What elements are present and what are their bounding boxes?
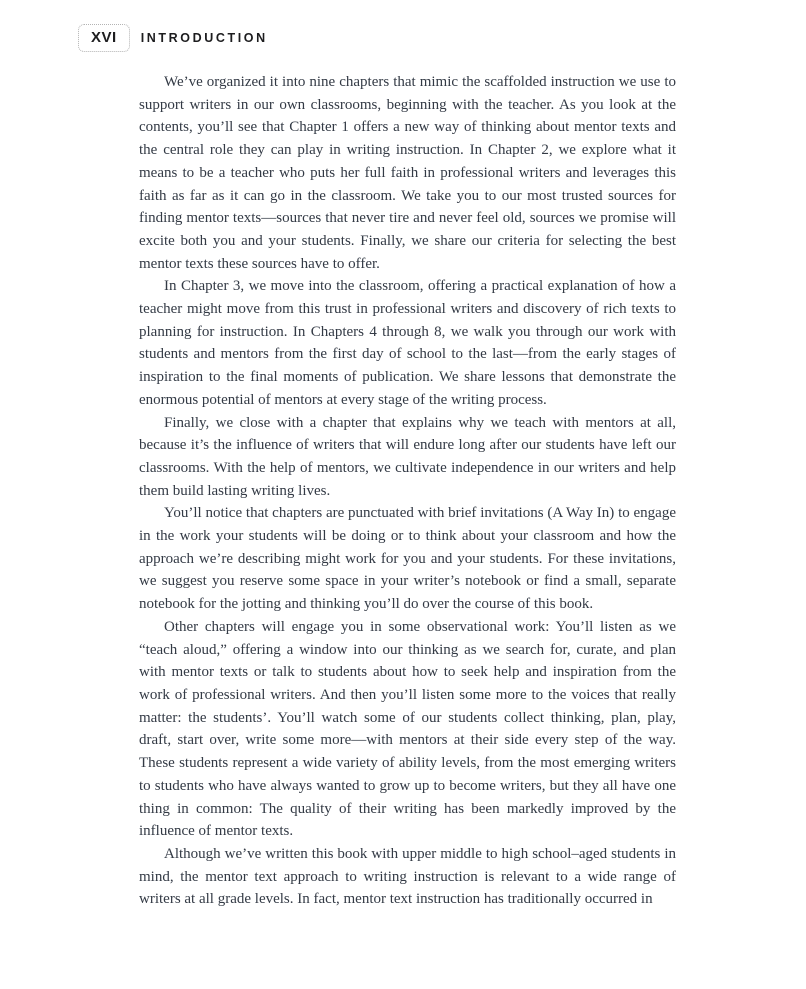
page-number: XVI (78, 24, 130, 52)
paragraph-1: We’ve organized it into nine chapters that mimic the scaffolded instruction we use to support writers in our own classrooms, beginning with the teacher. As you look at the contents, you’ll see that Chapter 1 offers a new way of thinking about mentor texts and the central role they can play in writing instruction. In Chapter 2, we explore what it means to be a teacher who puts her full faith in professional writers and leverages this faith as far as it can go in the classroom. We take you to our most trusted sources for finding mentor texts—sources that never tire and never feel old, sources we promise will excite both you and your students. Finally, we share our criteria for selecting the best mentor texts these sources have to offer. (139, 74, 676, 272)
paragraph-2: In Chapter 3, we move into the classroom, offering a practical explanation of how a teacher might move from this trust in professional writers and discovery of rich texts to planning for instruction. In Chapters 4 through 8, we walk you through our work with students and mentors from the first day of school to the last—from the early stages of inspiration to the final moments of publication. We share lessons that demonstrate the enormous potential of mentors at every stage of the writing process. (139, 278, 676, 408)
section-title: INTRODUCTION (140, 31, 268, 45)
paragraph-4: You’ll notice that chapters are punctuated with brief invitations (A Way In) to engage in the work your students will be doing or to think about your classroom and how the approach we’re describing might work for you and your students. For these invitations, we suggest you reserve some space in your writer’s notebook or find a small, separate notebook for the jotting and thinking you’ll do over the course of this book. (139, 505, 676, 613)
body-text (139, 71, 676, 911)
paragraph-5: Other chapters will engage you in some observational work: You’ll listen as we “teach aloud,” offering a window into our thinking as we search for, curate, and plan with mentor texts or talk to students about how to seek help and inspiration from the work of professional writers. And then you’ll listen some more to the voices that really matter: the students’. You’ll watch some of our students collect thinking, plan, play, draft, start over, write some more—with mentors at their side every step of the way. These students represent a wide variety of ability levels, from the most emerging writers to students who have always wanted to grow up to become writers, but they all have one thing in common: The quality of their writing has been markedly improved by the influence of mentor texts. (139, 618, 676, 840)
paragraph-6: Although we’ve written this book with upper middle to high school–aged students in mind, the mentor text approach to writing instruction is relevant to a wide range of writers at all grade levels. In fact, mentor text instruction has traditionally occurred in (139, 845, 676, 908)
paragraph-3: Finally, we close with a chapter that explains why we teach with mentors at all, because it’s the influence of writers that will endure long after our students have left our classrooms. With the help of mentors, we cultivate independence in our writers and help them build lasting writing lives. (139, 414, 676, 499)
page-header (78, 24, 268, 52)
